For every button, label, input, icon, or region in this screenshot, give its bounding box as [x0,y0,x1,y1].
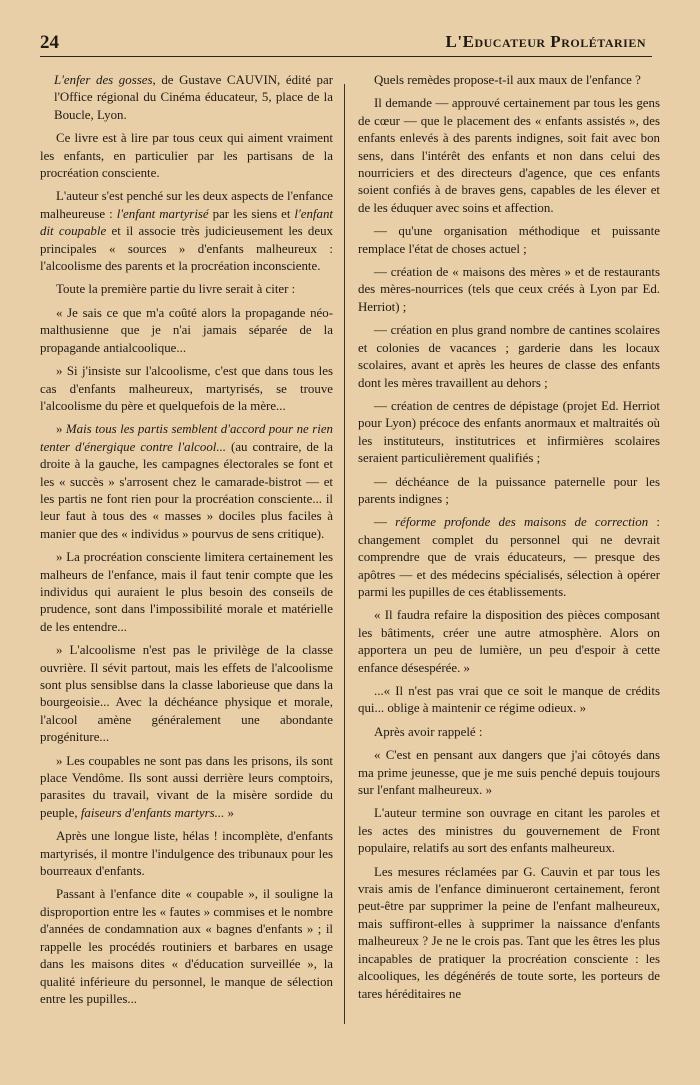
text-span: » Si j'insiste sur l'alcoolisme, c'est que dans tous les cas d'enfants malheureux, martyrisés, se trouve l'alcoolisme du père et quelquefois de la mère... [40,364,333,413]
text-span: « C'est en pensant aux dangers que j'ai côtoyés dans ma prime jeunesse, que je me suis penché depuis toujours sur l'enfant malheureux. » [358,748,660,798]
right-column-paragraph [358,724,660,741]
text-span: Les mesures réclamées par G. Cauvin et par tous les vrais amis de l'enfance diminueront certainement, feront peut-être par supprimer la peine de l'enfant malheureux, mais suffiront-elles à supprimer la naissance d'enfants malheureux ? Je ne le crois pas. Tant que les êtres les plus incapables de pratiquer la procréation consciente : les alcooliques, les dégénérés de toute sorte, les porteurs de tares héréditaires ne [358,864,660,1001]
text-span: » L'alcoolisme n'est pas le privilège de la classe ouvrière. Il sévit partout, mais les effets de l'alcoolisme sont plus sensiblse dans la classe laborieuse que dans la bourgeoisie... Avec la déchéance physique et morale, l'alcool amène généralement une abondante progéniture... [40,643,333,745]
left-column-paragraph [40,886,333,1008]
left-column-paragraph [40,305,333,357]
italic-text: faiseurs d'enfants martyrs... [80,805,225,820]
left-column-paragraph [40,72,333,124]
italic-text: l'enfant martyrisé [116,206,209,221]
left-column-paragraph [40,828,333,880]
text-span: — [374,515,396,530]
text-span: » La procréation consciente limitera certainement les malheurs de l'enfance, mais il faut tenir compte que les individus qui auraient le plus besoin des conseils de prudence, sont dans l'impossibilité morale et matérielle de les entendre... [40,550,333,634]
text-span: par les siens et [208,206,295,221]
text-span: Ce livre est à lire par tous ceux qui aiment vraiment les enfants, en particulier par les partisans de la procréation consciente. [40,131,333,181]
journal-title: L'Educateur Prolétarien [445,32,646,51]
text-span: — création de « maisons des mères » et de restaurants des mères-nourrices (tels que ceux créés à Lyon par Ed. Herriot) ; [358,265,660,314]
italic-text: l'enfant dit coupable [40,206,333,239]
text-span: — qu'une organisation méthodique et puissante remplace l'état de choses actuel ; [358,224,660,256]
text-span: » [224,805,234,820]
left-column-paragraph [40,642,333,746]
italic-text: Mais tous les partis semblent d'accord pour ne rien tenter d'énergique contre l'alcool... [40,422,333,454]
left-column-paragraph [40,281,333,298]
page-header [40,32,652,57]
text-span: « Il faudra refaire la disposition des pièces composant les bâtiments, créer une autre atmosphère. Alors on apportera un peu de lumière, un peu d'espoir à cette enfance désespérée. » [358,608,660,675]
right-column-paragraph [358,683,660,718]
left-column-paragraph [40,549,333,636]
text-span: « Je sais ce que m'a coûté alors la propagande néo-malthusienne que je n'ai jamais séparée de la propagande antialcoolique... [40,305,333,355]
text-span: , de Gustave CAUVIN, édité par l'Office régional du Cinéma éducateur, 5, place de la Boucle, Lyon. [54,73,334,122]
page-number: 24 [40,32,59,53]
left-column-paragraph [40,421,333,543]
text-span: » [56,422,66,437]
text-span: — création de centres de dépistage (projet Ed. Herriot pour Lyon) précoce des enfants anormaux et maltraités où les instituteurs, institutrices et infirmières scolaires seraient particulièrement qualifiés ; [358,398,660,466]
right-column-paragraph [358,264,660,316]
text-span: ...« Il n'est pas vrai que ce soit le manque de crédits qui... oblige à maintenir ce régime odieux. » [358,684,660,716]
text-span: et il associe très judicieusement les deux principales « sources » d'enfants malheureux : l'alcoolisme des parents et la procréation inconsciente. [40,224,333,274]
right-column-paragraph [358,805,660,857]
text-span: Toute la première partie du livre serait à citer : [56,282,296,297]
left-column [40,72,333,1014]
column-divider [344,84,345,1024]
right-column-paragraph [358,747,660,799]
text-span: Passant à l'enfance dite « coupable », il souligne la disproportion entre les « fautes » commises et le nombre d'années de condamnation aux « bagnes d'enfants » ; il rappelle les procédés routiniers et barbares en usage dans les maisons dites « d'éducation surveillée », la qualité inférieure du personnel, le manque de sélection entre les pupilles... [40,887,333,1006]
left-column-paragraph [40,188,333,275]
right-column-paragraph [358,72,660,89]
text-span: L'auteur s'est penché sur les deux aspects de l'enfance malheureuse : [40,189,333,221]
text-span: Après une longue liste, hélas ! incomplète, d'enfants martyrisés, il montre l'indulgence des tribunaux pour les bourreaux d'enfants. [40,829,333,879]
right-column [358,72,660,1009]
right-column-paragraph [358,474,660,509]
italic-text: réforme profonde des maisons de correction [395,515,649,530]
text-span: : changement complet du personnel qui ne devrait comprendre que de vrais éducateurs, — presque des apôtres — et des médecins spécialisés, sélection à opérer parmi les pupilles de ces établissements. [358,515,660,599]
right-column-paragraph [358,607,660,677]
right-column-paragraph [358,864,660,1003]
right-column-paragraph [358,223,660,258]
text-span: Après avoir rappelé : [374,724,483,739]
text-span: (au contraire, de la droite à la gauche, les campagnes électorales se font et les « succès » s'arrosent chez le camarade-bistrot — et les partis ne font rien pour la procréation consciente... il leur faut à tous des « masses » dociles plus faciles à manier que des « individus » pourvus de sens critique). [40,439,333,541]
text-span: Quels remèdes propose-t-il aux maux de l'enfance ? [374,73,641,87]
text-span: Il demande — approuvé certainement par tous les gens de cœur — que le placement des « enfants assistés », des enfants enlevés à des parents indignes, soit fait avec bon sens, dans l'intérêt des enfants et non dans celui des nourriciers et des directeurs d'agence, que ces enfants soient confiés à de braves gens, capables de les élever et de les éduquer avec soins et affection. [358,96,660,215]
italic-text: L'enfer des gosses [54,73,153,87]
right-column-paragraph [358,322,660,392]
text-span: — déchéance de la puissance paternelle pour les parents indignes ; [358,474,660,506]
text-span: — création en plus grand nombre de cantines scolaires et colonies de vacances ; garderie dans les locaux scolaires, avant et après les heures de classe des enfants dont les mères travaillent au dehors ; [358,323,660,390]
left-column-paragraph [40,753,333,823]
text-span: L'auteur termine son ouvrage en citant les paroles et les actes des ministres du gouvernement de Front populaire, relatifs au sort des enfants malheureux. [358,806,660,856]
text-span: » Les coupables ne sont pas dans les prisons, ils sont place Vendôme. Ils sont aussi derrière leurs comptoirs, parasites du travail, vivant de la misère sordide du peuple, [40,753,333,820]
right-column-paragraph [358,398,660,468]
right-column-paragraph [358,95,660,217]
left-column-paragraph [40,363,333,415]
right-column-paragraph [358,514,660,601]
left-column-paragraph [40,130,333,182]
